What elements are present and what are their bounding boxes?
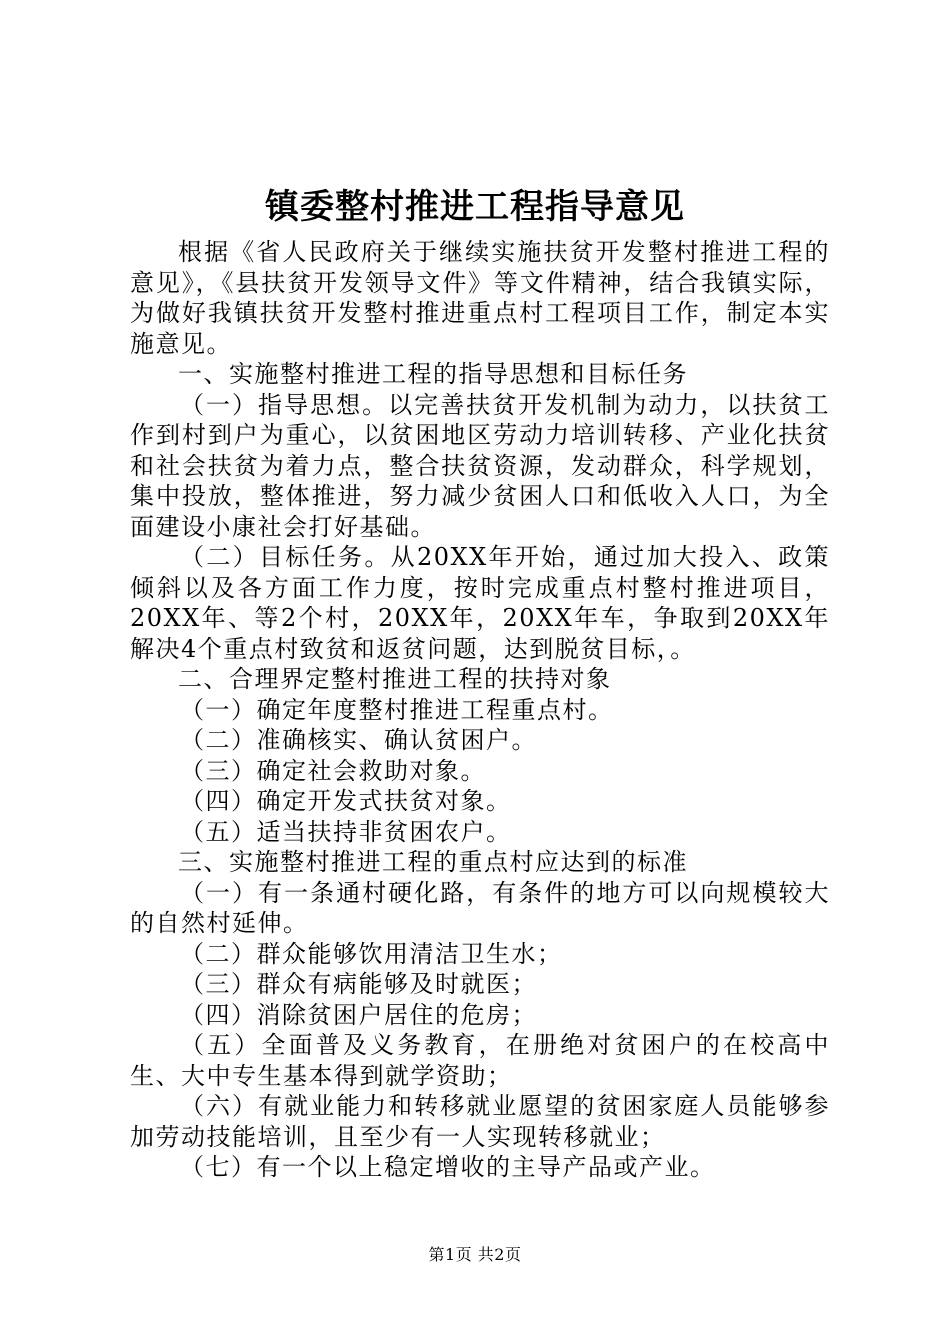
list-item: （七）有一个以上稳定增收的主导产品或产业。: [180, 1153, 716, 1181]
list-item: （三）群众有病能够及时就医；: [180, 970, 537, 998]
intro-paragraph: 根据《省人民政府关于继续实施扶贫开发整村推进工程的意见》，《县扶贫开发领导文件》等文件精神，结合我镇实际，为做好我镇扶贫开发整村推进重点村工程项目工作，制定本实施意见。: [130, 238, 830, 358]
list-item: （四）确定开发式扶贫对象。: [180, 787, 512, 815]
list-item: （四）消除贫困户居住的危房；: [180, 1000, 537, 1029]
list-item: （二）群众能够饮用清洁卫生水；: [180, 939, 563, 968]
section-heading-3: 三、实施整村推进工程的重点村应达到的标准: [178, 848, 688, 876]
list-item: （六）有就业能力和转移就业愿望的贫困家庭人员能够参加劳动技能培训，且至少有一人实现转移就业；: [130, 1092, 830, 1151]
document-body: [130, 237, 830, 1183]
list-item: （一）有一条通村硬化路，有条件的地方可以向规模较大的自然村延伸。: [130, 878, 830, 937]
paragraph-target-tasks: （二）目标任务。从20XX年开始，通过加大投入、政策倾斜以及各方面工作力度，按时完成重点村整村推进项目，20XX年、等2个村，20XX年，20XX年车，争取到20XX年解决4个重点村致贫和返贫问题，达到脱贫目标，。: [130, 543, 830, 663]
list-item: （三）确定社会救助对象。: [180, 756, 486, 785]
list-item: （一）确定年度整村推进工程重点村。: [180, 695, 614, 724]
page-number-footer: 第1页 共2页: [428, 1245, 522, 1264]
document-title: 镇委整村推进工程指导意见: [265, 187, 685, 227]
section-heading-2: 二、合理界定整村推进工程的扶持对象: [178, 665, 612, 693]
list-item: （五）适当扶持非贫困农户。: [180, 817, 512, 846]
paragraph-guiding-thought: （一）指导思想。以完善扶贫开发机制为动力，以扶贫工作到村到户为重心，以贫困地区劳动力培训转移、产业化扶贫和社会扶贫为着力点，整合扶贫资源，发动群众，科学规划，集中投放，整体推进，努力减少贫困人口和低收入人口，为全面建设小康社会打好基础。: [130, 390, 830, 541]
list-item: （二）准确核实、确认贫困户。: [180, 726, 537, 754]
section-heading-1: 一、实施整村推进工程的指导思想和目标任务: [178, 360, 688, 388]
list-item: （五）全面普及义务教育，在册绝对贫困户的在校高中生、大中专生基本得到就学资助；: [130, 1031, 830, 1090]
